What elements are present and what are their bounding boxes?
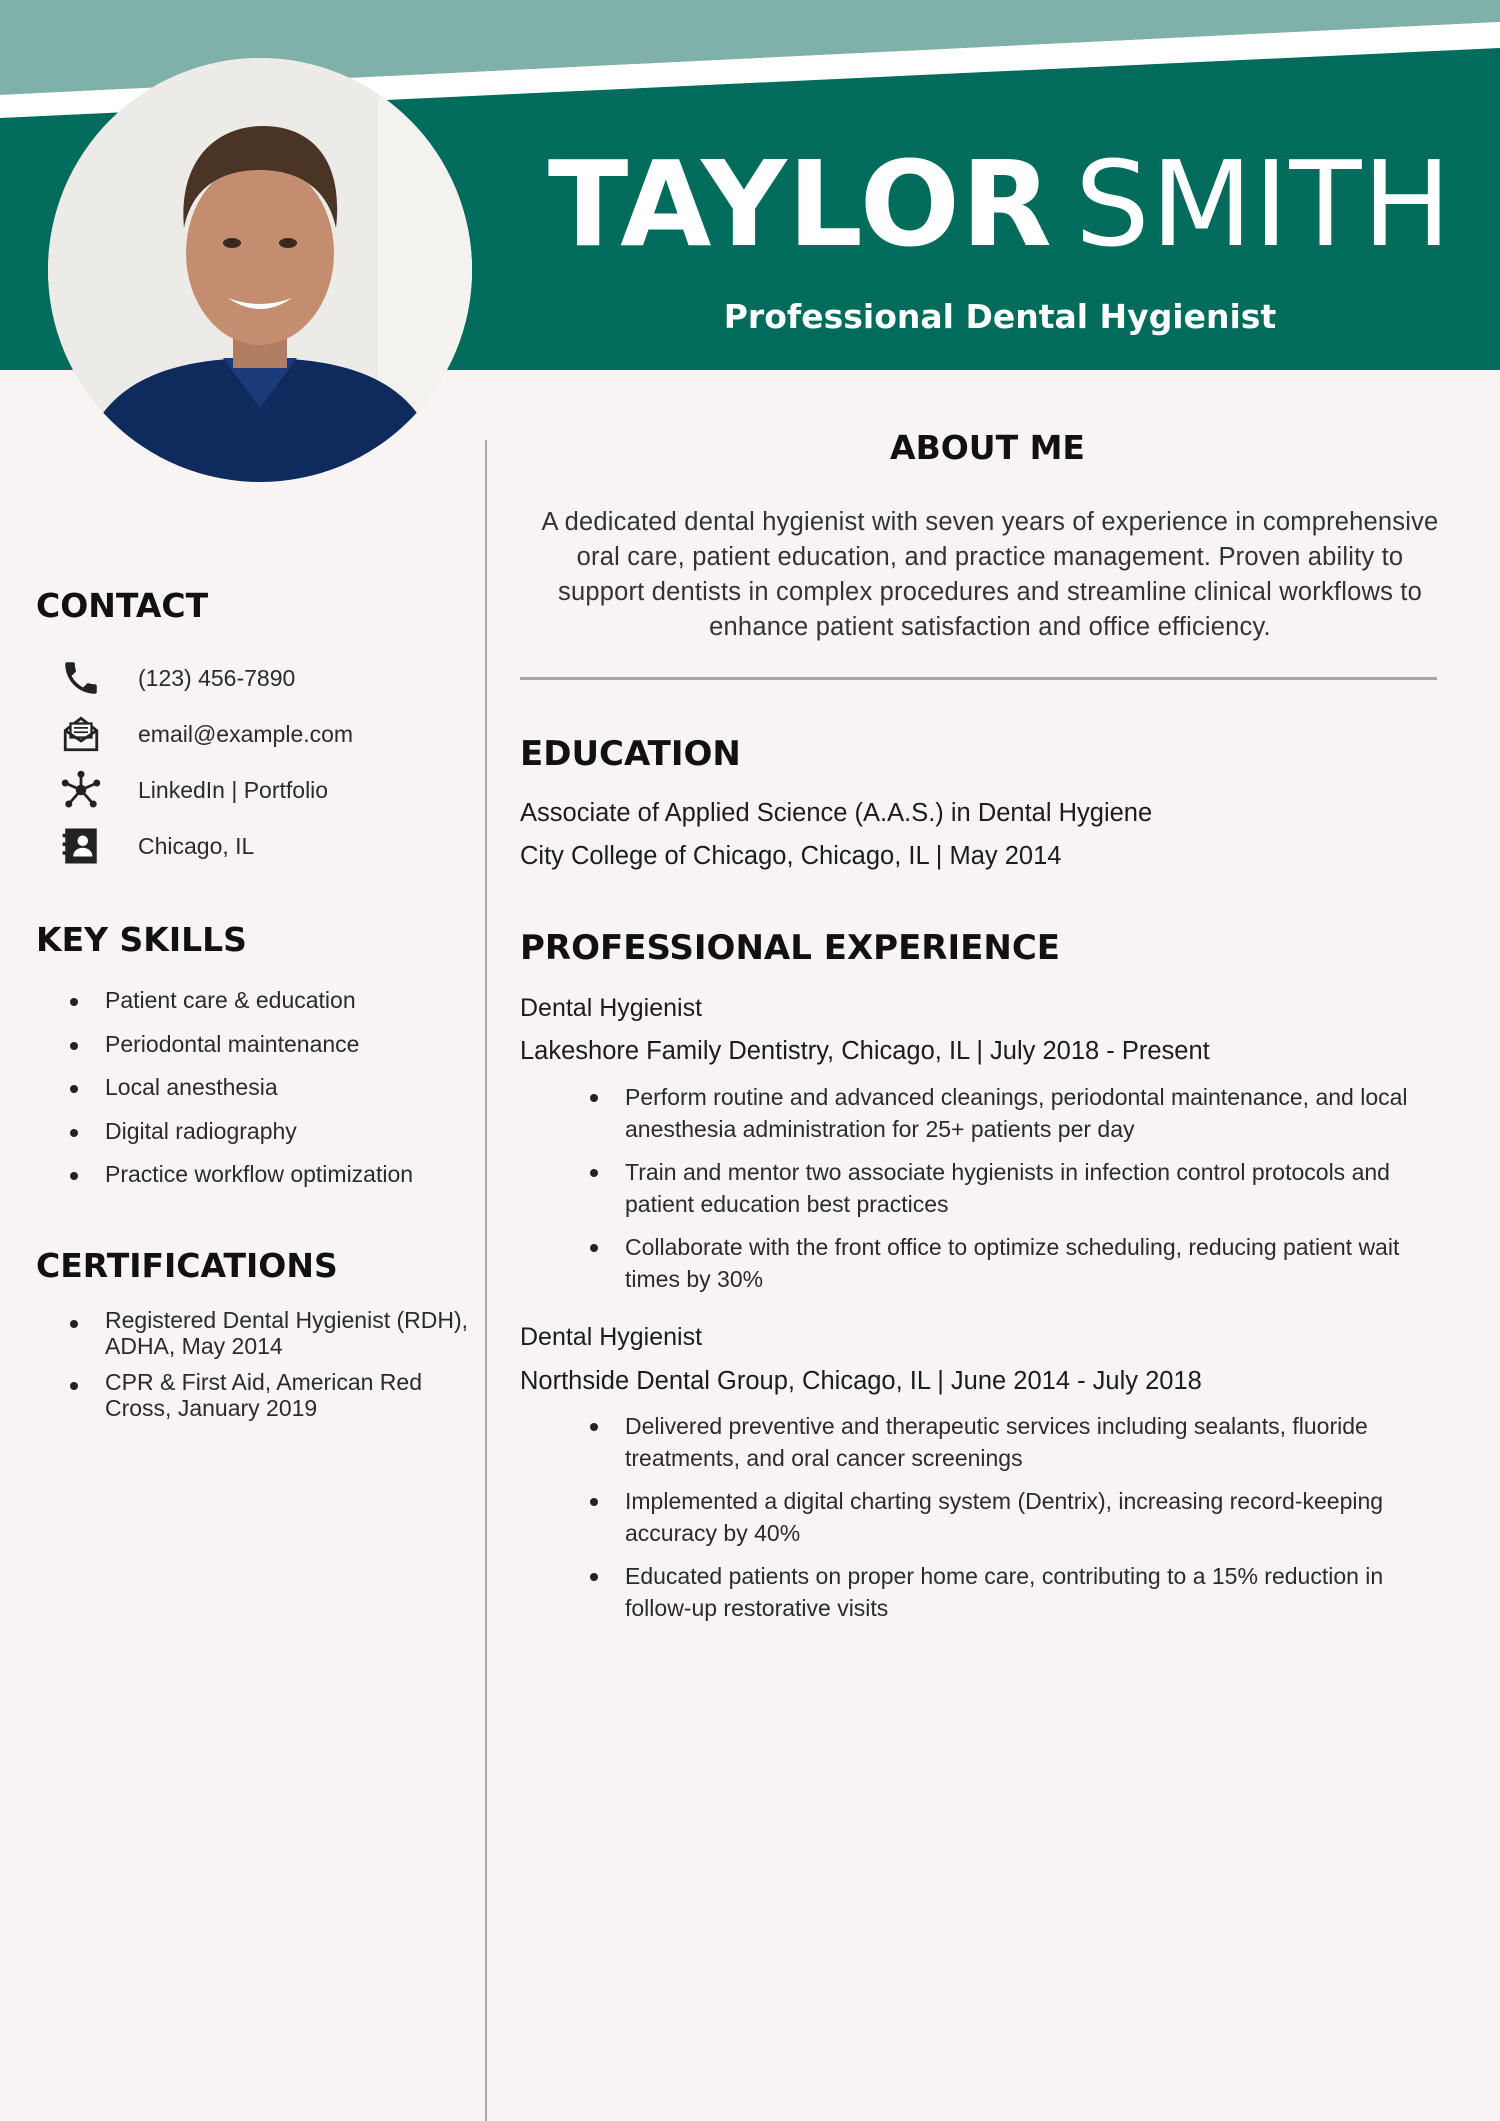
contact-email [60,706,460,762]
job-bullets [588,1410,1448,1635]
list-item: Local anesthesia [68,1071,468,1115]
location-card-icon [60,824,118,868]
contact-email-text[interactable]: email@example.com [138,720,354,747]
list-item: Digital radiography [68,1115,468,1159]
job-bullets [588,1081,1448,1306]
certifications-list [68,1307,468,1431]
list-item: Patient care & education [68,984,468,1028]
last-name: SMITH [1074,135,1453,273]
list-item: Practice workflow optimization [68,1158,468,1202]
portrait-illustration [48,58,472,482]
contact-location-text: Chicago, IL [138,832,255,859]
list-item: CPR & First Aid, American Red Cross, January 2019 [68,1369,468,1421]
section-divider [520,677,1437,680]
skills-heading: KEY SKILLS [36,920,247,959]
job-company: Northside Dental Group, Chicago, IL | June 2014 - July 2018 [520,1367,1202,1395]
list-item: Registered Dental Hygienist (RDH), ADHA, May 2014 [68,1307,468,1359]
contact-phone [60,650,460,706]
education-heading: EDUCATION [520,734,741,774]
contact-links-text[interactable]: LinkedIn | Portfolio [138,776,329,803]
contact-phone-text[interactable]: (123) 456-7890 [138,664,296,691]
list-item: Periodontal maintenance [68,1028,468,1072]
list-item: Implemented a digital charting system (Dentrix), increasing record-keeping accuracy by 40% [588,1485,1448,1549]
job-title: Dental Hygienist [520,994,703,1022]
list-item: Perform routine and advanced cleanings, periodontal maintenance, and local anesthesia administration for 25+ patients per day [588,1081,1448,1145]
education-degree: Associate of Applied Science (A.A.S.) in Dental Hygiene [520,799,1153,827]
email-icon [60,712,118,756]
contact-heading: CONTACT [36,586,209,625]
contact-location [60,818,460,874]
about-text: A dedicated dental hygienist with seven years of experience in comprehensive oral care, patient education, and practice management. Proven ability to support dentists in complex procedures and streamline clinical workflows to enhance patient satisfaction and office efficiency. [541,508,1439,641]
phone-icon [60,656,118,700]
column-divider [485,440,487,2121]
list-item: Train and mentor two associate hygienists in infection control protocols and patient education best practices [588,1156,1448,1220]
list-item: Delivered preventive and therapeutic services including sealants, fluoride treatments, and oral cancer screenings [588,1410,1448,1474]
certifications-heading: CERTIFICATIONS [36,1246,338,1285]
network-icon [60,768,118,812]
list-item: Educated patients on proper home care, contributing to a 15% reduction in follow-up restorative visits [588,1560,1448,1624]
about-heading: ABOUT ME [890,428,1085,467]
education-school: City College of Chicago, Chicago, IL | May 2014 [520,842,1062,870]
contact-list [60,650,460,874]
first-name: TAYLOR [547,135,1053,273]
profile-photo [48,58,472,482]
job-title: Dental Hygienist [520,1323,703,1351]
job-company: Lakeshore Family Dentistry, Chicago, IL | July 2018 - Present [520,1037,1210,1065]
skills-list [68,984,468,1202]
candidate-name [540,135,1460,273]
contact-links [60,762,460,818]
list-item: Collaborate with the front office to optimize scheduling, reducing patient wait times by 30% [588,1231,1448,1295]
job-title-subtitle: Professional Dental Hygienist [723,297,1277,336]
experience-heading: PROFESSIONAL EXPERIENCE [520,928,1060,968]
